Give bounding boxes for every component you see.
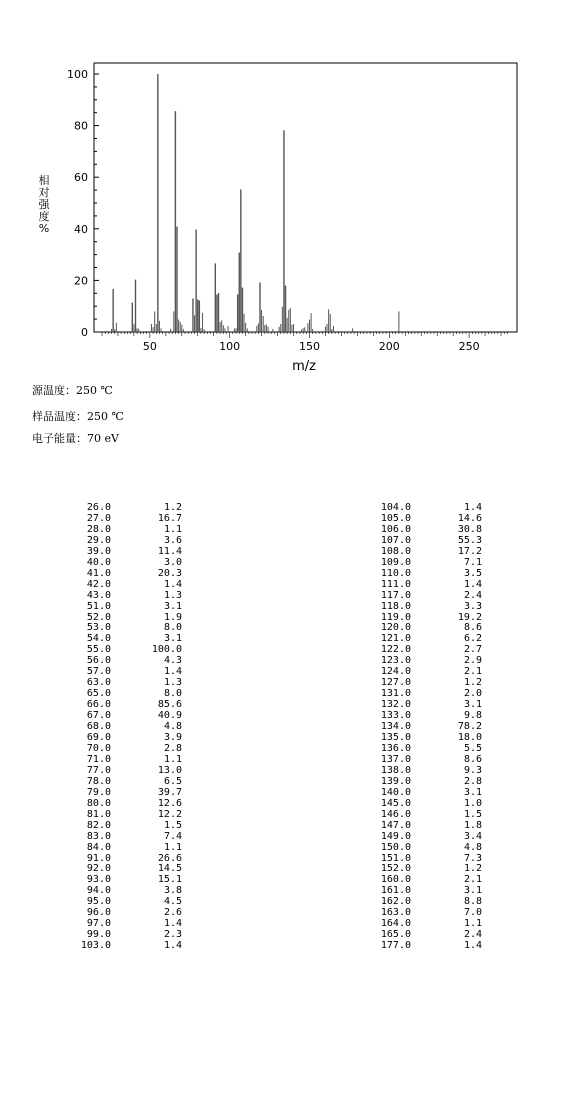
peak-mz: 91.0 (86, 852, 111, 864)
peak-mz: 123.0 (380, 655, 411, 667)
peak-abundance: 2.8 (163, 742, 182, 754)
peak-mz: 79.0 (86, 786, 111, 798)
peak-mz: 134.0 (380, 721, 411, 733)
peak-abundance: 1.1 (463, 918, 482, 930)
peak-mz: 150.0 (380, 841, 411, 853)
peak-mz: 42.0 (86, 578, 111, 590)
peak-mz: 54.0 (86, 633, 111, 645)
peak-mz: 161.0 (380, 885, 411, 897)
peak-mz: 29.0 (86, 534, 111, 546)
peak-abundance: 1.3 (163, 589, 182, 601)
peak-abundance: 1.4 (163, 666, 182, 678)
peak-abundance: 1.8 (463, 819, 482, 831)
peak-abundance: 19.2 (457, 611, 482, 623)
peak-row (67, 591, 182, 602)
peak-abundance: 3.8 (163, 885, 182, 897)
peak-abundance: 1.1 (163, 753, 182, 765)
peak-abundance: 8.8 (463, 896, 482, 908)
peak-abundance: 3.6 (163, 534, 182, 546)
peak-abundance: 1.9 (163, 611, 182, 623)
peak-abundance: 2.1 (463, 874, 482, 886)
peak-mz: 96.0 (86, 907, 111, 919)
y-tick-label: 60 (74, 171, 88, 185)
peak-abundance: 3.0 (163, 556, 182, 568)
peak-abundance: 7.4 (163, 830, 182, 842)
peak-mz: 136.0 (380, 742, 411, 754)
peak-mz: 138.0 (380, 764, 411, 776)
peak-mz: 162.0 (380, 896, 411, 908)
peak-table-left (67, 503, 182, 952)
sample-temperature: 样品温度：250 ℃ (32, 410, 124, 423)
peak-mz: 84.0 (86, 841, 111, 853)
peak-row (367, 941, 482, 952)
peak-mz: 65.0 (86, 688, 111, 700)
peak-mz: 80.0 (86, 797, 111, 809)
peak-abundance: 7.0 (463, 907, 482, 919)
peak-mz: 68.0 (86, 721, 111, 733)
peak-abundance: 2.7 (463, 644, 482, 656)
peak-mz: 55.0 (86, 644, 111, 656)
peak-abundance: 3.1 (463, 786, 482, 798)
peak-mz: 83.0 (86, 830, 111, 842)
peak-abundance: 12.2 (157, 808, 182, 820)
peak-mz: 40.0 (86, 556, 111, 568)
peak-row (367, 832, 482, 843)
peak-abundance: 9.3 (463, 764, 482, 776)
peak-abundance: 1.4 (463, 578, 482, 590)
electron-energy: 电子能量：70 eV (32, 432, 119, 445)
peak-mz: 135.0 (380, 732, 411, 744)
peak-abundance: 78.2 (457, 721, 482, 733)
peak-mz: 53.0 (86, 622, 111, 634)
peak-abundance: 1.4 (163, 940, 182, 952)
peak-abundance: 85.6 (157, 699, 182, 711)
peak-mz: 81.0 (86, 808, 111, 820)
peak-abundance: 1.4 (463, 502, 482, 513)
peak-abundance: 4.5 (163, 896, 182, 908)
peak-row (67, 602, 182, 613)
peak-row (367, 843, 482, 854)
peak-mz: 122.0 (380, 644, 411, 656)
peak-mz: 99.0 (86, 929, 111, 941)
peak-abundance: 17.2 (457, 545, 482, 557)
peak-mz: 107.0 (380, 534, 411, 546)
peak-abundance: 13.0 (157, 764, 182, 776)
x-tick-label: 250 (458, 340, 480, 353)
peak-row (367, 591, 482, 602)
peak-abundance: 8.0 (163, 688, 182, 700)
peak-abundance: 100.0 (151, 644, 182, 656)
peak-abundance: 2.4 (463, 589, 482, 601)
peak-row (367, 580, 482, 591)
peak-abundance: 3.5 (463, 567, 482, 579)
peak-abundance: 7.1 (463, 556, 482, 568)
peak-mz: 103.0 (80, 940, 111, 952)
peak-mz: 67.0 (86, 710, 111, 722)
peak-mz: 94.0 (86, 885, 111, 897)
peak-row (67, 832, 182, 843)
peak-abundance: 3.3 (463, 600, 482, 612)
peak-mz: 147.0 (380, 819, 411, 831)
x-tick-label: 150 (298, 340, 320, 353)
peak-mz: 97.0 (86, 918, 111, 930)
peak-abundance: 3.4 (463, 830, 482, 842)
peak-abundance: 1.4 (163, 578, 182, 590)
peak-mz: 119.0 (380, 611, 411, 623)
peak-mz: 132.0 (380, 699, 411, 711)
y-tick-label: 0 (81, 326, 88, 339)
peak-abundance: 26.6 (157, 852, 182, 864)
peak-abundance: 3.1 (463, 699, 482, 711)
peak-table-right (367, 503, 482, 952)
peak-mz: 106.0 (380, 523, 411, 535)
peak-mz: 39.0 (86, 545, 111, 557)
peak-abundance: 3.1 (163, 633, 182, 645)
peak-mz: 124.0 (380, 666, 411, 678)
peak-mz: 57.0 (86, 666, 111, 678)
peak-mz: 152.0 (380, 863, 411, 875)
peak-mz: 92.0 (86, 863, 111, 875)
peak-mz: 109.0 (380, 556, 411, 568)
peak-mz: 77.0 (86, 764, 111, 776)
peak-abundance: 2.6 (163, 907, 182, 919)
peak-mz: 28.0 (86, 523, 111, 535)
mass-spectrum-chart (0, 0, 570, 380)
peak-row (367, 602, 482, 613)
peak-mz: 70.0 (86, 742, 111, 754)
peak-mz: 104.0 (380, 502, 411, 513)
peak-abundance: 9.8 (463, 710, 482, 722)
peak-mz: 149.0 (380, 830, 411, 842)
peak-mz: 165.0 (380, 929, 411, 941)
peak-abundance: 4.8 (163, 721, 182, 733)
peak-mz: 108.0 (380, 545, 411, 557)
y-tick-label: 100 (67, 68, 88, 81)
peak-abundance: 2.8 (463, 775, 482, 787)
peak-mz: 56.0 (86, 655, 111, 667)
peak-abundance: 6.2 (463, 633, 482, 645)
peak-row (367, 810, 482, 821)
peak-mz: 63.0 (86, 677, 111, 689)
peak-mz: 105.0 (380, 512, 411, 524)
peak-abundance: 7.3 (463, 852, 482, 864)
peak-abundance: 2.4 (463, 929, 482, 941)
y-tick-label: 40 (74, 222, 88, 236)
peak-abundance: 4.3 (163, 655, 182, 667)
peak-abundance: 1.1 (163, 523, 182, 535)
peak-mz: 139.0 (380, 775, 411, 787)
peak-abundance: 3.9 (163, 732, 182, 744)
peak-mz: 71.0 (86, 753, 111, 765)
peak-abundance: 2.3 (163, 929, 182, 941)
peak-abundance: 15.1 (157, 874, 182, 886)
peak-mz: 164.0 (380, 918, 411, 930)
peak-row (67, 843, 182, 854)
peak-abundance: 1.5 (163, 819, 182, 831)
peak-abundance: 2.1 (463, 666, 482, 678)
peak-mz: 133.0 (380, 710, 411, 722)
x-axis-label: m/z (292, 359, 316, 374)
peak-mz: 137.0 (380, 753, 411, 765)
x-tick-label: 50 (142, 340, 157, 353)
peak-mz: 66.0 (86, 699, 111, 711)
peak-mz: 145.0 (380, 797, 411, 809)
peak-mz: 177.0 (380, 940, 411, 952)
peak-abundance: 30.8 (457, 523, 482, 535)
peak-abundance: 8.0 (163, 622, 182, 634)
peak-abundance: 1.4 (463, 940, 482, 952)
peak-mz: 121.0 (380, 633, 411, 645)
peak-abundance: 1.2 (463, 863, 482, 875)
peak-abundance: 12.6 (157, 797, 182, 809)
peak-mz: 52.0 (86, 611, 111, 623)
x-axis (102, 332, 507, 353)
y-tick-label: 20 (74, 274, 88, 288)
peak-mz: 131.0 (380, 688, 411, 700)
peak-row (67, 941, 182, 952)
peak-abundance: 20.3 (157, 567, 182, 579)
spectrum-bars (112, 74, 399, 332)
peak-mz: 163.0 (380, 907, 411, 919)
peak-mz: 110.0 (380, 567, 411, 579)
peak-abundance: 3.1 (163, 600, 182, 612)
peak-abundance: 39.7 (157, 786, 182, 798)
peak-row (67, 580, 182, 591)
peak-mz: 118.0 (380, 600, 411, 612)
y-axis-label: 相对强度% (38, 174, 50, 235)
peak-abundance: 55.3 (457, 534, 482, 546)
peak-abundance: 6.5 (163, 775, 182, 787)
peak-mz: 95.0 (86, 896, 111, 908)
peak-mz: 151.0 (380, 852, 411, 864)
peak-abundance: 8.6 (463, 622, 482, 634)
peak-abundance: 1.0 (463, 797, 482, 809)
peak-abundance: 18.0 (457, 732, 482, 744)
peak-mz: 120.0 (380, 622, 411, 634)
peak-abundance: 1.5 (463, 808, 482, 820)
peak-abundance: 1.1 (163, 841, 182, 853)
peak-abundance: 14.5 (157, 863, 182, 875)
peak-abundance: 3.1 (463, 885, 482, 897)
x-tick-label: 200 (378, 340, 400, 353)
peak-mz: 82.0 (86, 819, 111, 831)
peak-mz: 51.0 (86, 600, 111, 612)
peak-mz: 160.0 (380, 874, 411, 886)
peak-mz: 117.0 (380, 589, 411, 601)
peak-mz: 27.0 (86, 512, 111, 524)
peak-mz: 127.0 (380, 677, 411, 689)
peak-mz: 93.0 (86, 874, 111, 886)
peak-abundance: 2.9 (463, 655, 482, 667)
peak-mz: 78.0 (86, 775, 111, 787)
peak-row (367, 821, 482, 832)
peak-abundance: 8.6 (463, 753, 482, 765)
peak-mz: 41.0 (86, 567, 111, 579)
peak-mz: 43.0 (86, 589, 111, 601)
peak-row (67, 810, 182, 821)
peak-row (67, 821, 182, 832)
peak-abundance: 1.4 (163, 918, 182, 930)
peak-abundance: 16.7 (157, 512, 182, 524)
peak-abundance: 14.6 (457, 512, 482, 524)
peak-mz: 146.0 (380, 808, 411, 820)
peak-mz: 69.0 (86, 732, 111, 744)
peak-abundance: 2.0 (463, 688, 482, 700)
peak-abundance: 1.2 (163, 502, 182, 513)
peak-abundance: 4.8 (463, 841, 482, 853)
peak-mz: 26.0 (86, 502, 111, 513)
peak-mz: 111.0 (380, 578, 411, 590)
peak-abundance: 1.3 (163, 677, 182, 689)
peak-abundance: 40.9 (157, 710, 182, 722)
peak-abundance: 1.2 (463, 677, 482, 689)
peak-abundance: 11.4 (157, 545, 182, 557)
source-temperature: 源温度：250 ℃ (32, 384, 113, 397)
peak-abundance: 5.5 (463, 742, 482, 754)
y-tick-label: 80 (74, 119, 88, 133)
peak-mz: 140.0 (380, 786, 411, 798)
x-tick-label: 100 (219, 340, 241, 353)
